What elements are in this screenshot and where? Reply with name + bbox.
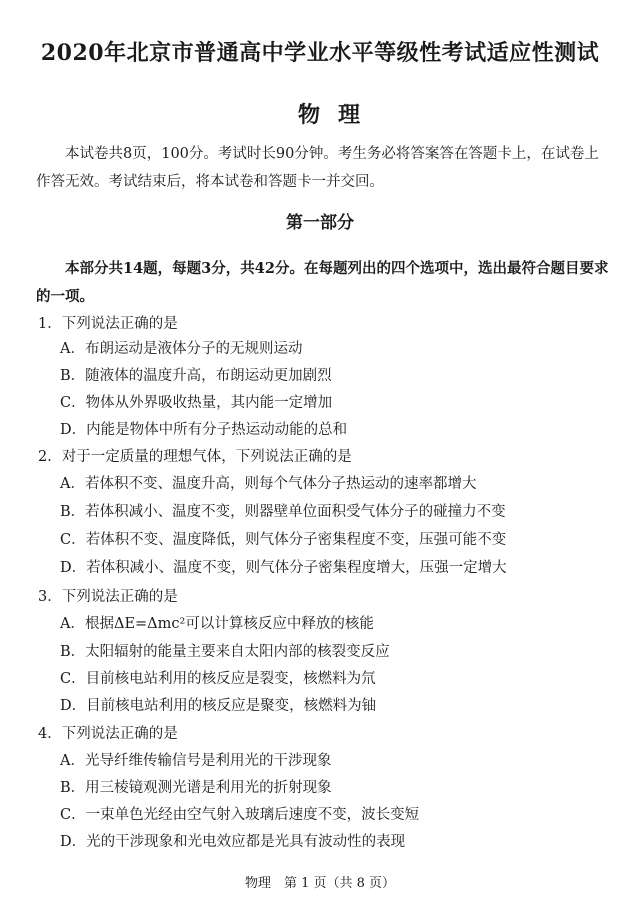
subject-title: 物理 <box>297 102 378 128</box>
option-d: D．目前核电站利用的核反应是聚变，核燃料为铀 <box>60 698 377 714</box>
option-c: C．目前核电站利用的核反应是裂变，核燃料为氘 <box>60 671 376 687</box>
option-c: C．若体积不变、温度降低，则气体分子密集程度不变，压强可能不变 <box>60 532 507 548</box>
option-b: B．太阳辐射的能量主要来自太阳内部的核裂变反应 <box>60 644 390 660</box>
question-stem: 1．下列说法正确的是 <box>38 316 178 332</box>
question-stem: 4．下列说法正确的是 <box>38 726 178 742</box>
page-footer: 物理 第 1 页（共 8 页） <box>244 876 396 891</box>
option-a: A．根据ΔE=Δmc²可以计算核反应中释放的核能 <box>60 616 374 632</box>
option-a: A．布朗运动是液体分子的无规则运动 <box>60 341 303 357</box>
option-c: C．一束单色光经由空气射入玻璃后速度不变，波长变短 <box>60 807 420 823</box>
option-d: D．若体积减小、温度不变，则气体分子密集程度增大，压强一定增大 <box>60 560 507 576</box>
option-a: A．光导纤维传输信号是利用光的干涉现象 <box>60 753 332 769</box>
question-stem: 2．对于一定质量的理想气体，下列说法正确的是 <box>38 449 352 465</box>
option-b: B．若体积减小、温度不变，则器壁单位面积受气体分子的碰撞力不变 <box>60 504 506 520</box>
option-d: D．内能是物体中所有分子热运动动能的总和 <box>60 422 348 438</box>
exam-title: 2020年北京市普通高中学业水平等级性考试适应性测试 <box>40 40 600 66</box>
exam-instructions: 本试卷共8页，100分。考试时长90分钟。考生务必将答案答在答题卡上，在试卷上作答无效。考试结束后，将本试卷和答题卡一并交回。 <box>36 146 599 190</box>
part-description: 本部分共14题，每题3分，共42分。在每题列出的四个选项中，选出最符合题目要求的一项。 <box>36 260 609 305</box>
option-a: A．若体积不变、温度升高，则每个气体分子热运动的速率都增大 <box>60 476 477 492</box>
option-c: C．物体从外界吸收热量，其内能一定增加 <box>60 395 333 411</box>
option-d: D．光的干涉现象和光电效应都是光具有波动性的表现 <box>60 834 406 850</box>
option-b: B．随液体的温度升高，布朗运动更加剧烈 <box>60 368 332 384</box>
question-stem: 3．下列说法正确的是 <box>38 589 178 605</box>
option-b: B．用三棱镜观测光谱是利用光的折射现象 <box>60 780 332 796</box>
part-title: 第一部分 <box>286 213 354 233</box>
